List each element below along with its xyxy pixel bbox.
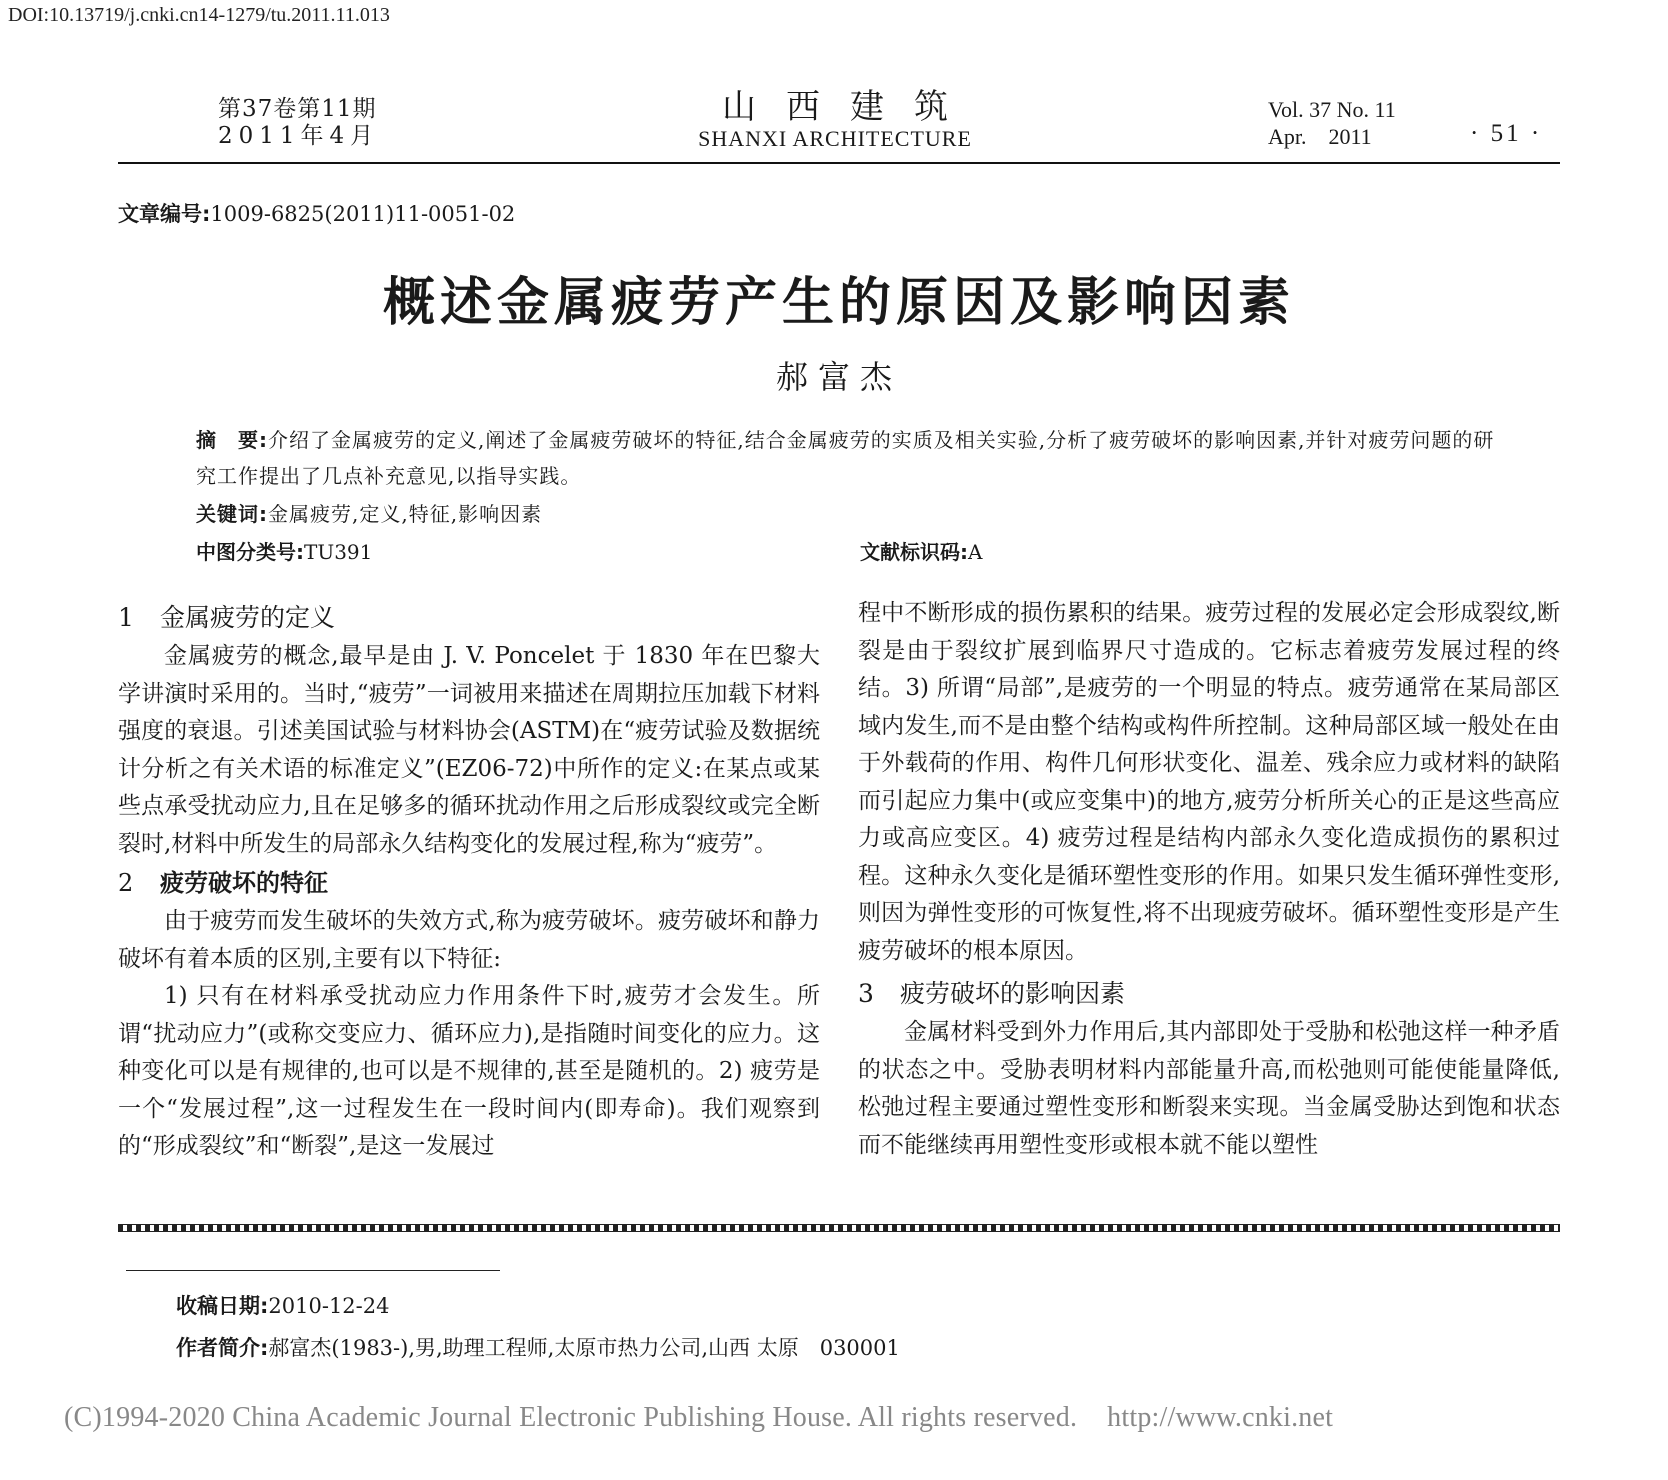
- copyright-url[interactable]: http://www.cnki.net: [1107, 1402, 1334, 1433]
- abstract-text: 介绍了金属疲劳的定义,阐述了金属疲劳破坏的特征,结合金属疲劳的实质及相关实验,分析了疲劳破坏的影响因素,并针对疲劳问题的研究工作提出了几点补充意见,以指导实践。: [196, 428, 1495, 488]
- journal-name-en: SHANXI ARCHITECTURE: [698, 126, 972, 151]
- issue-volume-en: Vol. 37 No. 11: [1268, 97, 1396, 122]
- paragraph: 由于疲劳而发生破坏的失效方式,称为疲劳破坏。疲劳破坏和静力破坏有着本质的区别,主要有以下特征:: [118, 908, 820, 972]
- author-bio-value: 郝富杰(1983-),男,助理工程师,太原市热力公司,山西 太原 030001: [268, 1336, 900, 1360]
- issue-info-en: [1268, 96, 1396, 150]
- paragraph: 金属材料受到外力作用后,其内部即处于受胁和松弛这样一种矛盾的状态之中。受胁表明材料内部能量升高,而松弛则可能使能量降低,松弛过程主要通过塑性变形和断裂来实现。当金属受胁达到饱和状态而不能继续再用塑性变形或根本就不能以塑性: [858, 1019, 1560, 1158]
- received-value: 2010-12-24: [268, 1294, 390, 1318]
- footnote-received: [176, 1290, 389, 1320]
- document-code-label: 文献标识码:: [860, 540, 968, 564]
- journal-name-cn: 山西建筑: [722, 87, 978, 127]
- page-number: · 51 ·: [1470, 120, 1543, 147]
- clc-label: 中图分类号:: [196, 540, 304, 564]
- section-title: 疲劳破坏的影响因素: [900, 979, 1126, 1008]
- copyright-notice: [64, 1402, 1333, 1434]
- abstract: [196, 422, 1498, 494]
- issue-volume-cn: 第37卷第11期: [218, 96, 377, 122]
- paragraph: 金属疲劳的概念,最早是由 J. V. Poncelet 于 1830 年在巴黎大学讲演时采用的。当时,“疲劳”一词被用来描述在周期拉压加载下材料强度的衰退。引述美国试验与材料协会(ASTM)在“疲劳试验及数据统计分析之有关术语的标准定义”(EZ06-72)中所作的定义:在某点或某些点承受扰动应力,且在足够多的循环扰动作用之后形成裂纹或完全断裂时,材料中所发生的局部永久结构变化的发展过程,称为“疲劳”。: [118, 643, 820, 857]
- keywords-text: 金属疲劳,定义,特征,影响因素: [268, 502, 543, 526]
- document-code-value: A: [968, 540, 983, 564]
- section-number: 2: [118, 869, 134, 897]
- author-bio-label: 作者简介:: [176, 1336, 269, 1360]
- document-code: [860, 536, 982, 565]
- section-heading-3: [858, 974, 1560, 1014]
- keywords-label: 关键词:: [196, 502, 268, 526]
- section-number: 3: [858, 979, 874, 1008]
- clc-value: TU391: [304, 540, 373, 564]
- section-heading-2: [118, 863, 820, 903]
- article-author: 郝富杰: [775, 358, 902, 396]
- article-number: [118, 198, 515, 228]
- section-title: 疲劳破坏的特征: [160, 869, 328, 897]
- article-title: 概述金属疲劳产生的原因及影响因素: [382, 273, 1295, 333]
- article-number-value: 1009-6825(2011)11-0051-02: [210, 202, 516, 226]
- issue-info-cn: [218, 96, 379, 150]
- abstract-label: 摘 要:: [196, 428, 268, 452]
- issue-date-cn: 2011年4月: [218, 123, 380, 149]
- doi-line: DOI:10.13719/j.cnki.cn14-1279/tu.2011.11.013: [8, 4, 390, 26]
- paragraph: 程中不断形成的损伤累积的结果。疲劳过程的发展必定会形成裂纹,断裂是由于裂纹扩展到临界尺寸造成的。它标志着疲劳发展过程的终结。3) 所谓“局部”,是疲劳的一个明显的特点。疲劳通常在某局部区域内发生,而不是由整个结构或构件所控制。这种局部区域一般处在由于外载荷的作用、构件几何形状变化、温差、残余应力或材料的缺陷而引起应力集中(或应变集中)的地方,疲劳分析所关心的正是这些高应力或高应变区。4) 疲劳过程是结构内部永久变化造成损伤的累积过程。这种永久变化是循环塑性变形的作用。如果只发生循环弹性变形,则因为弹性变形的可恢复性,将不出现疲劳破坏。循环塑性变形是产生疲劳破坏的根本原因。: [858, 600, 1560, 964]
- clc-number: [196, 536, 372, 565]
- journal-name: [660, 88, 1010, 152]
- section-number: 1: [118, 603, 134, 632]
- issue-date-en: Apr. 2011: [1268, 124, 1372, 149]
- footnote-author-bio: [176, 1332, 900, 1362]
- article-number-label: 文章编号:: [118, 202, 211, 226]
- footnote-rule: [126, 1270, 500, 1271]
- body-column-right: [858, 595, 1560, 1164]
- copyright-text: (C)1994-2020 China Academic Journal Electronic Publishing House. All rights reserved.: [64, 1402, 1078, 1433]
- received-label: 收稿日期:: [176, 1294, 269, 1318]
- paragraph: 1) 只有在材料承受扰动应力作用条件下时,疲劳才会发生。所谓“扰动应力”(或称交变应力、循环应力),是指随时间变化的应力。这种变化可以是有规律的,也可以是不规律的,甚至是随机的。2) 疲劳是一个“发展过程”,这一过程发生在一段时间内(即寿命)。我们观察到的“形成裂纹”和“断裂”,是这一发展过: [118, 983, 820, 1159]
- section-heading-1: [118, 598, 820, 638]
- decorative-rule: [118, 1224, 1560, 1232]
- body-column-left: [118, 598, 820, 1166]
- section-title: 金属疲劳的定义: [160, 603, 336, 632]
- keywords: [196, 498, 542, 527]
- header-rule: [118, 162, 1560, 164]
